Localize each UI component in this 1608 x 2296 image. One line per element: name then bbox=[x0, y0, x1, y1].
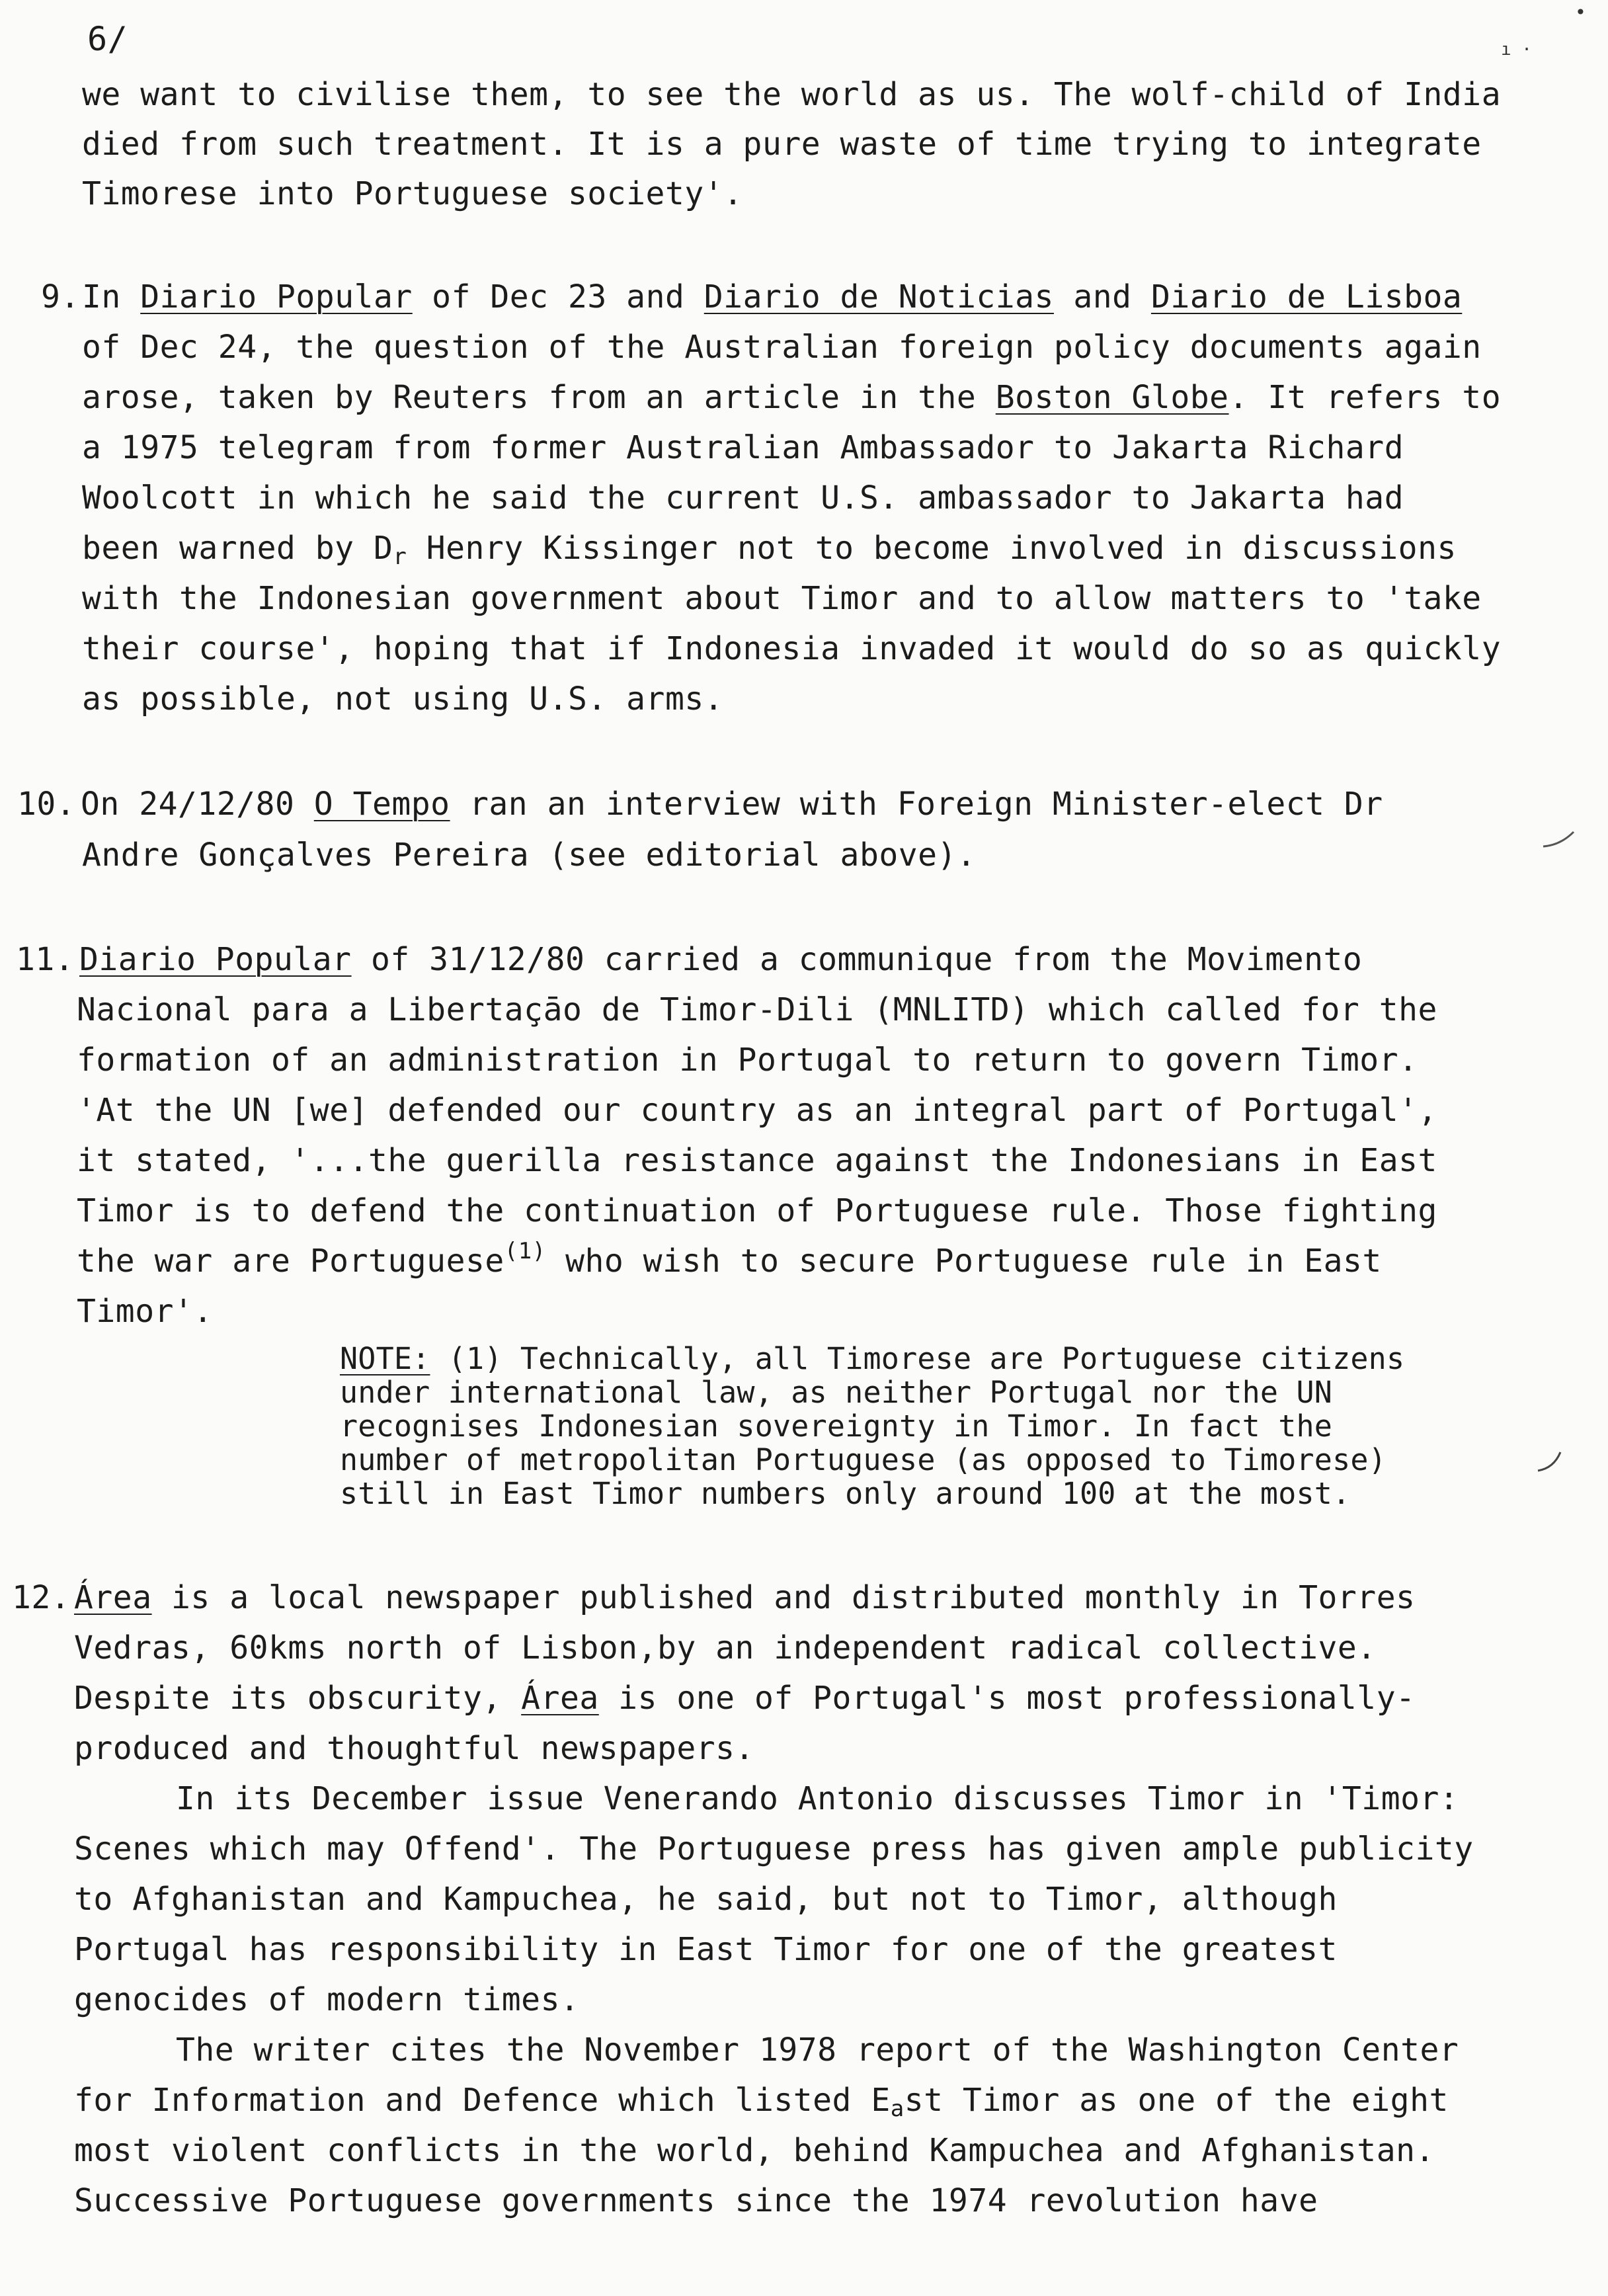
text-line: the war are Portuguese$^{(1)}$ who wish to secure Portuguese rule in East bbox=[77, 1238, 1382, 1280]
text-line: Diario Popular of 31/12/80 carried a communique from the Movimento bbox=[79, 941, 1363, 978]
text-line: still in East Timor numbers only around 100 at the most. bbox=[340, 1476, 1351, 1511]
text-line: Área is a local newspaper published and distributed monthly in Torres bbox=[74, 1579, 1416, 1616]
text-line: Woolcott in which he said the current U.S. ambassador to Jakarta had bbox=[82, 479, 1404, 516]
text-line: The writer cites the November 1978 report of the Washington Center bbox=[176, 2031, 1459, 2069]
text-line: formation of an administration in Portugal to return to govern Timor. bbox=[77, 1042, 1418, 1079]
newspaper-title: Diario de Noticias bbox=[704, 278, 1054, 315]
text-line: under international law, as neither Portugal nor the UN bbox=[340, 1375, 1333, 1410]
text-line: On 24/12/80 O Tempo ran an interview with Foreign Minister-elect Dr bbox=[81, 786, 1383, 823]
text-line: In Diario Popular of Dec 23 and Diario de Noticias and Diario de Lisboa bbox=[82, 278, 1463, 315]
text-line: Vedras, 60kms north of Lisbon,by an independent radical collective. bbox=[74, 1629, 1377, 1666]
paragraph-number: 12. bbox=[12, 1579, 71, 1616]
text-line: Andre Gonçalves Pereira (see editorial above). bbox=[82, 837, 977, 874]
page-number: 6/ bbox=[87, 20, 128, 58]
text-line: In its December issue Venerando Antonio discusses Timor in 'Timor: bbox=[176, 1780, 1459, 1817]
text-line: their course', hoping that if Indonesia invaded it would do so as quickly bbox=[82, 630, 1502, 667]
text-line: most violent conflicts in the world, behind Kampuchea and Afghanistan. bbox=[74, 2132, 1435, 2169]
text-line: for Information and Defence which listed $E_ast$ Timor as one of the eight bbox=[74, 2082, 1449, 2122]
text-line: we want to civilise them, to see the world as us. The wolf-child of India bbox=[82, 76, 1502, 113]
newspaper-title: O Tempo bbox=[313, 786, 450, 823]
margin-tick-mark bbox=[1534, 1448, 1574, 1481]
text-line: a 1975 telegram from former Australian Ambassador to Jakarta Richard bbox=[82, 429, 1404, 466]
newspaper-title: Diario Popular bbox=[140, 278, 413, 315]
text-line: Despite its obscurity, Área is one of Portugal's most professionally- bbox=[74, 1680, 1416, 1717]
text-line: 'At the UN [we] defended our country as an integral part of Portugal', bbox=[77, 1092, 1437, 1129]
text-line: Timor is to defend the continuation of Portuguese rule. Those fighting bbox=[77, 1192, 1437, 1229]
text-line: NOTE: (1) Technically, all Timorese are Portuguese citizens bbox=[340, 1341, 1405, 1376]
text-line: Timor'. bbox=[77, 1293, 213, 1330]
corner-dot-mark: • bbox=[1575, 1, 1586, 23]
text-line: number of metropolitan Portuguese (as opposed to Timorese) bbox=[340, 1442, 1387, 1477]
text-line: with the Indonesian government about Timor and to allow matters to 'take bbox=[82, 580, 1482, 617]
text-line: Portugal has responsibility in East Timor for one of the greatest bbox=[74, 1931, 1338, 1968]
newspaper-title: Área bbox=[74, 1579, 152, 1616]
newspaper-title: Diario Popular bbox=[79, 941, 352, 978]
note-label: NOTE: bbox=[340, 1341, 430, 1376]
paragraph-number: 10. bbox=[17, 786, 76, 823]
text-line: to Afghanistan and Kampuchea, he said, but not to Timor, although bbox=[74, 1881, 1338, 1918]
text-line: Nacional para a Libertaçāo de Timor-Dili (MNLITD) which called for the bbox=[77, 991, 1437, 1028]
text-line: it stated, '...the guerilla resistance against the Indonesians in East bbox=[77, 1142, 1437, 1179]
text-line: genocides of modern times. bbox=[74, 1981, 580, 2018]
text-line: arose, taken by Reuters from an article in the Boston Globe. It refers to bbox=[82, 379, 1502, 416]
text-line: recognises Indonesian sovereignty in Timor. In fact the bbox=[340, 1409, 1333, 1444]
margin-tick-mark bbox=[1541, 827, 1580, 853]
newspaper-title: Boston Globe bbox=[995, 379, 1229, 416]
text-line: as possible, not using U.S. arms. bbox=[82, 680, 724, 718]
corner-pencil-mark: ı · bbox=[1501, 40, 1532, 60]
paragraph-number: 11. bbox=[16, 941, 75, 978]
footnote-marker: (1) bbox=[504, 1238, 546, 1264]
text-line: been warned by $D_r$ Henry Kissinger not to become involved in discussions bbox=[82, 530, 1457, 570]
text-line: Timorese into Portuguese society'. bbox=[82, 175, 743, 212]
text-line: produced and thoughtful newspapers. bbox=[74, 1730, 754, 1767]
paragraph-number: 9. bbox=[41, 278, 80, 315]
text-line: Scenes which may Offend'. The Portuguese press has given ample publicity bbox=[74, 1830, 1474, 1867]
text-line: died from such treatment. It is a pure waste of time trying to integrate bbox=[82, 126, 1482, 163]
newspaper-title: Diario de Lisboa bbox=[1150, 278, 1463, 315]
newspaper-title: Área bbox=[521, 1680, 599, 1717]
text-line: Successive Portuguese governments since the 1974 revolution have bbox=[74, 2182, 1318, 2219]
text-line: of Dec 24, the question of the Australian foreign policy documents again bbox=[82, 329, 1482, 366]
